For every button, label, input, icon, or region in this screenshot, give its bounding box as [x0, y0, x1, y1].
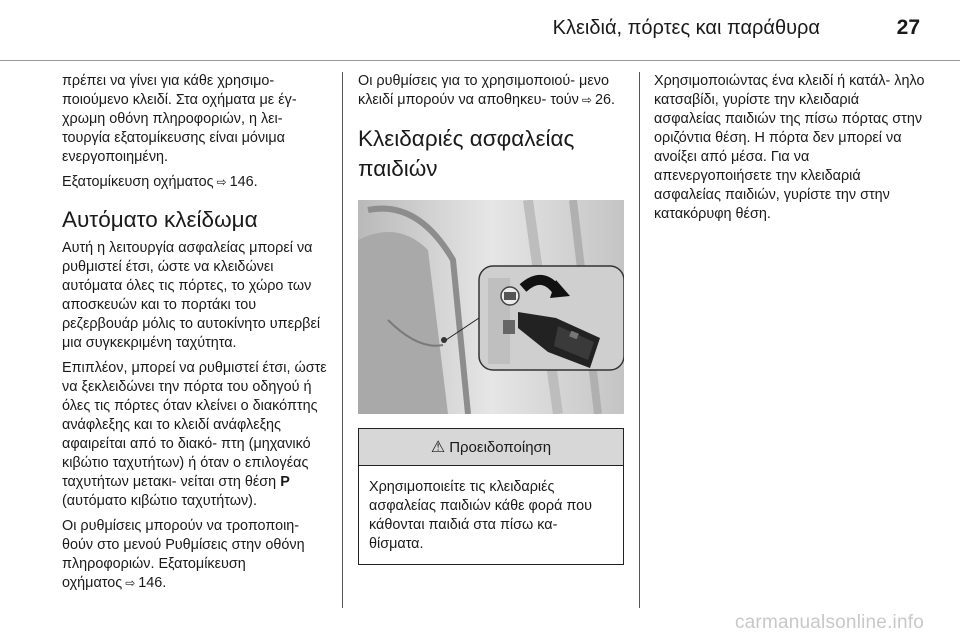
child-lock-illustration [358, 200, 624, 414]
paragraph: Αυτή η λειτουργία ασφαλείας μπορεί να ρυθμιστεί έτσι, ώστε να κλειδώνει αυτόματα όλες τις πόρτες, το χώρο των αποσκευών και το πορτάκι του ρεζερβουάρ μόλις το αυτοκίνητο υπερβεί μια συγκεκριμένη ταχύτητα. [62, 240, 321, 351]
column-2 [358, 72, 624, 565]
paragraph [358, 72, 624, 110]
reference-arrow-icon: ⇨ [125, 576, 136, 590]
warning-title: Προειδοποίηση [449, 438, 552, 456]
section-heading: Κλειδαριές ασφαλείας παιδιών [358, 126, 575, 181]
paragraph [62, 173, 330, 192]
page-reference: 26. [594, 92, 615, 108]
header-rule [0, 60, 960, 61]
page-reference: 146. [138, 575, 167, 591]
paragraph: Χρησιμοποιώντας ένα κλειδί ή κατάλ- ληλο κατσαβίδι, γυρίστε την κλειδαριά ασφαλείας παιδιών της πίσω πόρτας στην οριζόντια θέση. Η πόρτα δεν μπορεί να ανοίξει από μέσα. Για να απενεργοποιήσετε την κλειδαριά ασφαλείας παιδιών, γυρίστε την στην κατακόρυφη θέση. [654, 73, 925, 222]
paragraph: πρέπει να γίνει για κάθε χρησιμο- ποιούμενο κλειδί. Στα οχήματα με έγ- χρωμη οθόνη πληροφοριών, η λει- τουργία εξατομίκευσης είναι μόνιμα ενεργοποιημένη. [62, 73, 297, 165]
warning-box [358, 428, 624, 565]
paragraph [62, 517, 330, 593]
paragraph-text: Οι ρυθμίσεις για το χρησιμοποιού- μενο κλειδί μπορούν να αποθηκευ- τούν [358, 73, 609, 108]
paragraph-text: Επιπλέον, μπορεί να ρυθμιστεί έτσι, ώστε να ξεκλειδώνει την πόρτα του οδηγού ή όλες τις πόρτες όταν κλείνει ο διακόπτης ανάφλεξης και το κλειδί ανάφλεξης αφαιρείται από το διακό- πτη (μηχανικό κιβώτιο ταχυτήτων) ή όταν ο επιλογέας ταχυτήτων μετακι- νείται στη θέση [62, 360, 327, 490]
warning-triangle-icon: ⚠ [430, 438, 446, 456]
gear-position-p: P [280, 474, 290, 490]
column-3 [654, 72, 926, 230]
warning-text: Χρησιμοποιείτε τις κλειδαριές ασφαλείας παιδιών κάθε φορά που κάθονται παιδιά στα πίσω κα- θίσματα. [369, 479, 592, 552]
paragraph-text: Εξατομίκευση οχήματος [62, 174, 214, 190]
section-heading: Αυτόματο κλείδωμα [62, 207, 258, 232]
paragraph [62, 359, 330, 511]
column-divider-1 [342, 72, 343, 608]
reference-arrow-icon: ⇨ [216, 175, 227, 189]
page-reference: 146. [229, 174, 258, 190]
paragraph-text: Οι ρυθμίσεις μπορούν να τροποποιη- θούν στο μενού Ρυθμίσεις στην οθόνη πληροφοριών. Εξατομίκευση οχήματος [62, 518, 305, 591]
warning-header [359, 429, 623, 466]
reference-arrow-icon: ⇨ [581, 93, 592, 107]
page-number: 27 [896, 16, 920, 39]
header-title: Κλειδιά, πόρτες και παράθυρα [552, 17, 820, 39]
paragraph-text: (αυτόματο κιβώτιο ταχυτήτων). [62, 493, 257, 509]
door-edge-image [358, 200, 624, 414]
column-divider-2 [639, 72, 640, 608]
watermark: carmanualsonline.info [734, 612, 924, 633]
column-1 [62, 72, 330, 599]
